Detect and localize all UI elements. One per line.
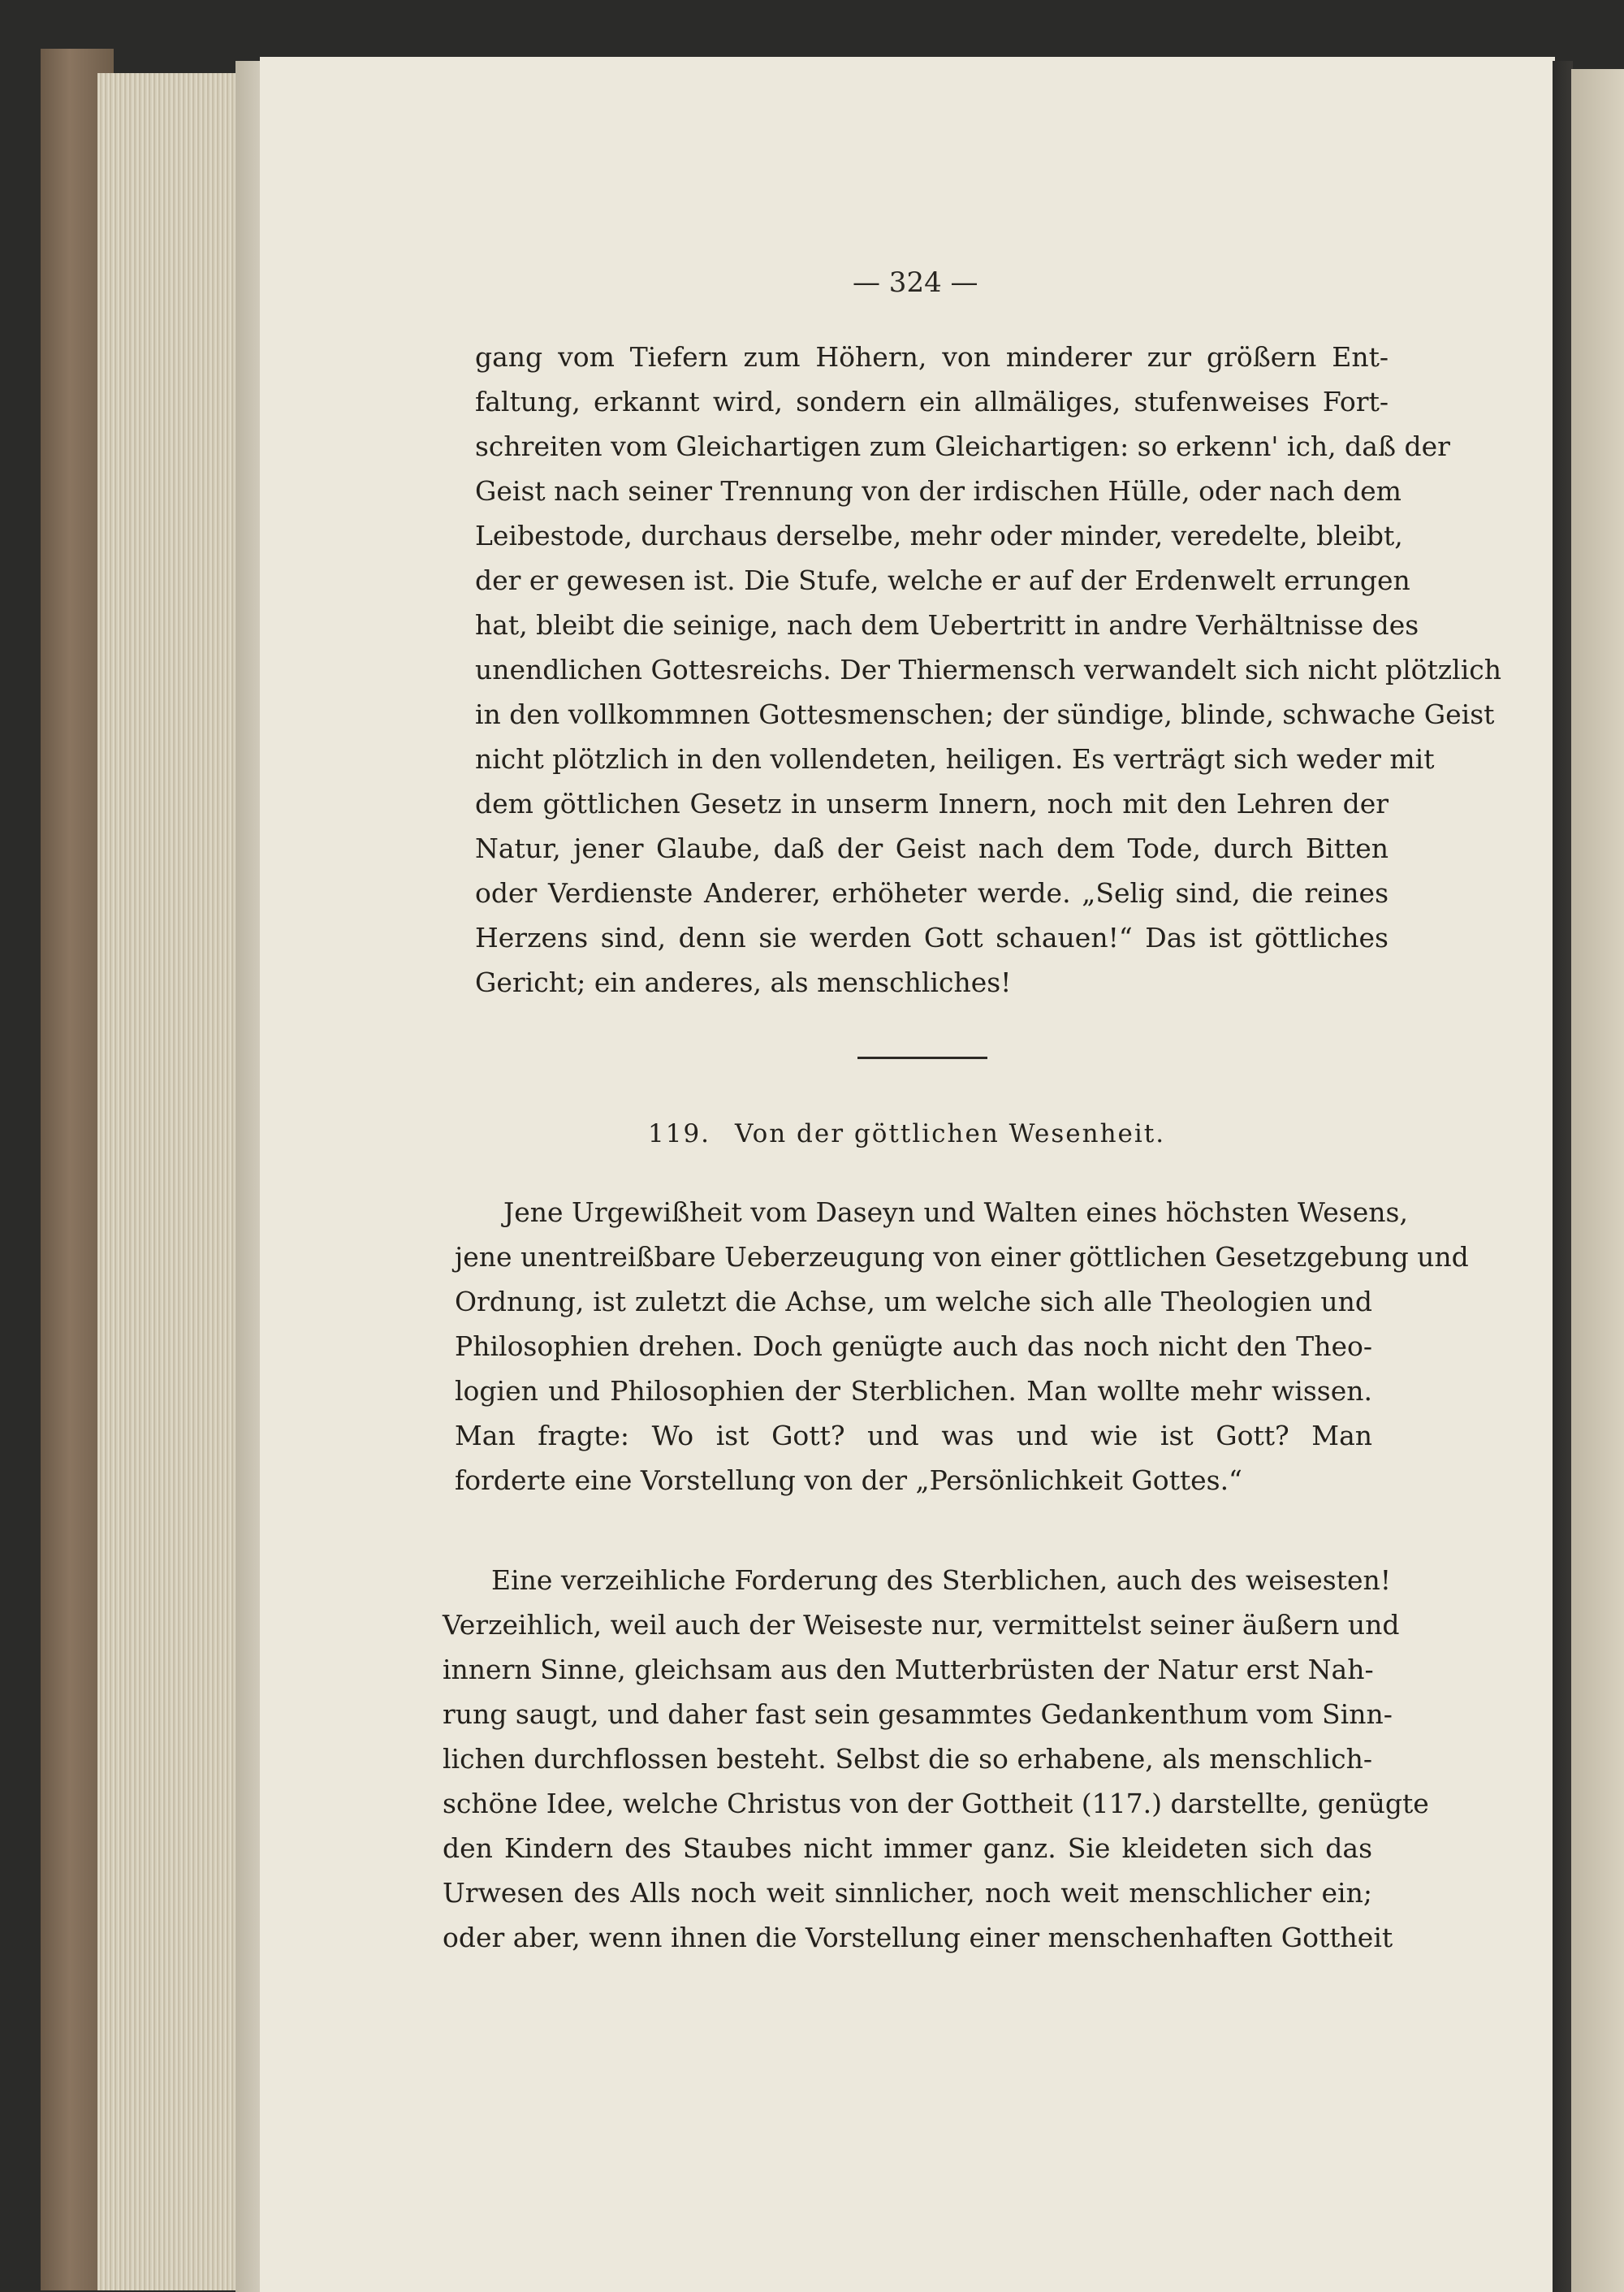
paragraph [443, 1558, 1429, 1960]
text-line: Gericht; ein anderes, als menschliches! [475, 967, 1012, 998]
text-line: Herzens sind, denn sie werden Gott schauen!“ Das ist göttliches [475, 922, 1389, 954]
text-line: jene unentreißbare Ueberzeugung von einer göttlichen Gesetzgebung und [455, 1241, 1469, 1273]
text-line: rung saugt, und daher fast sein gesammtes Gedankenthum vom Sinn- [443, 1698, 1393, 1730]
text-line: Ordnung, ist zuletzt die Achse, um welche sich alle Theologien und [455, 1286, 1372, 1317]
text-line: Man fragte: Wo ist Gott? und was und wie ist Gott? Man [455, 1420, 1372, 1451]
text-line: in den vollkommnen Gottesmenschen; der sündige, blinde, schwache Geist [475, 698, 1495, 730]
section-number: 119. [648, 1119, 711, 1148]
text-line: gang vom Tiefern zum Höhern, von minderer zur größern Ent- [475, 341, 1389, 373]
spine-shadow [1553, 61, 1573, 2292]
page-number: — 324 — [853, 266, 978, 299]
text-line: nicht plötzlich in den vollendeten, heiligen. Es verträgt sich weder mit [475, 743, 1435, 775]
text-line: innern Sinne, gleichsam aus den Mutterbrüsten der Natur erst Nah- [443, 1654, 1374, 1685]
text-line: unendlichen Gottesreichs. Der Thiermensch verwandelt sich nicht plötzlich [475, 654, 1501, 685]
text-line: oder Verdienste Anderer, erhöheter werde. „Selig sind, die reines [475, 877, 1389, 909]
text-line: forderte eine Vorstellung von der „Persönlichkeit Gottes.“ [455, 1464, 1242, 1496]
text-line: logien und Philosophien der Sterblichen. Man wollte mehr wissen. [455, 1375, 1372, 1407]
text-line: Natur, jener Glaube, daß der Geist nach dem Tode, durch Bitten [475, 832, 1389, 864]
text-line: Geist nach seiner Trennung von der irdischen Hülle, oder nach dem [475, 475, 1402, 507]
section-divider [857, 1057, 987, 1059]
text-line: hat, bleibt die seinige, nach dem Uebertritt in andre Verhältnisse des [475, 609, 1419, 641]
facing-page-edge [1571, 69, 1624, 2292]
text-line: dem göttlichen Gesetz in unserm Innern, noch mit den Lehren der [475, 788, 1389, 819]
text-line: Philosophien drehen. Doch genügte auch das noch nicht den Theo- [455, 1330, 1372, 1362]
text-line: den Kindern des Staubes nicht immer ganz. Sie kleideten sich das [443, 1832, 1372, 1864]
section-heading [648, 1119, 1184, 1148]
paragraph [455, 1190, 1469, 1503]
text-line: schöne Idee, welche Christus von der Gottheit (117.) darstellte, genügte [443, 1788, 1429, 1819]
text-line: der er gewesen ist. Die Stufe, welche er auf der Erdenwelt errungen [475, 564, 1410, 596]
text-line: Jene Urgewißheit vom Daseyn und Walten eines höchsten Wesens, [503, 1196, 1408, 1228]
text-line: Urwesen des Alls noch weit sinnlicher, noch weit menschlicher ein; [443, 1877, 1372, 1909]
section-title: Von der göttlichen Wesenheit. [735, 1119, 1166, 1148]
text-line: lichen durchflossen besteht. Selbst die so erhabene, als menschlich- [443, 1743, 1372, 1775]
text-line: schreiten vom Gleichartigen zum Gleichartigen: so erkenn' ich, daß der [475, 430, 1450, 462]
text-line: Eine verzeihliche Forderung des Sterblichen, auch des weisesten! [491, 1564, 1391, 1596]
paragraph-continued [475, 335, 1501, 1005]
text-line: oder aber, wenn ihnen die Vorstellung einer menschenhaften Gottheit [443, 1922, 1393, 1953]
text-line: Leibestode, durchaus derselbe, mehr oder minder, veredelte, bleibt, [475, 520, 1403, 551]
text-line: Verzeihlich, weil auch der Weiseste nur, vermittelst seiner äußern und [443, 1609, 1400, 1641]
text-line: faltung, erkannt wird, sondern ein allmäliges, stufenweises Fort- [475, 386, 1389, 417]
